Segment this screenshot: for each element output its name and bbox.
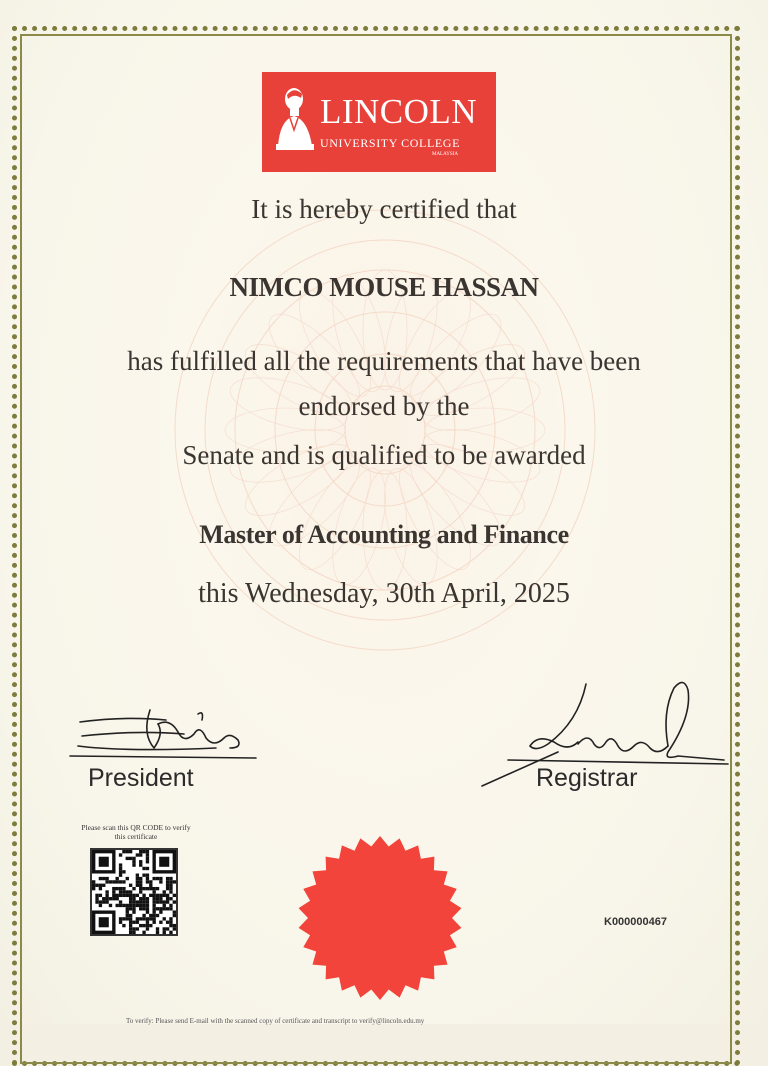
qr-instruction: Please scan this QR CODE to verify this certificate <box>81 823 191 841</box>
logo-wordmark: LINCOLN <box>320 92 478 131</box>
logo-subtitle: UNIVERSITY COLLEGE <box>320 136 461 150</box>
logo-country: MALAYSIA <box>432 152 458 157</box>
body-line-1: has fulfilled all the requirements that have been <box>127 346 641 376</box>
degree-title: Master of Accounting and Finance <box>199 520 569 549</box>
serial-number: K000000467 <box>604 916 668 928</box>
president-signature <box>66 704 266 768</box>
qr-pattern <box>92 850 176 934</box>
body-line-2: endorsed by the <box>298 391 470 421</box>
lincoln-bust-icon <box>274 86 316 156</box>
recipient-name: NIMCO MOUSE HASSAN <box>229 272 539 302</box>
red-seal <box>296 834 464 1002</box>
body-line-3: Senate and is qualified to be awarded <box>182 440 586 470</box>
intro-text: It is hereby certified that <box>251 194 517 224</box>
verification-footnote: To verify: Please send E-mail with the scanned copy of certificate and transcript to verify@lincoln.edu.my <box>126 1017 425 1025</box>
registrar-label: Registrar <box>536 764 638 792</box>
verification-qr-code[interactable] <box>90 848 178 936</box>
award-date: this Wednesday, 30th April, 2025 <box>198 578 570 609</box>
lincoln-logo <box>262 72 496 172</box>
president-label: President <box>88 764 194 792</box>
